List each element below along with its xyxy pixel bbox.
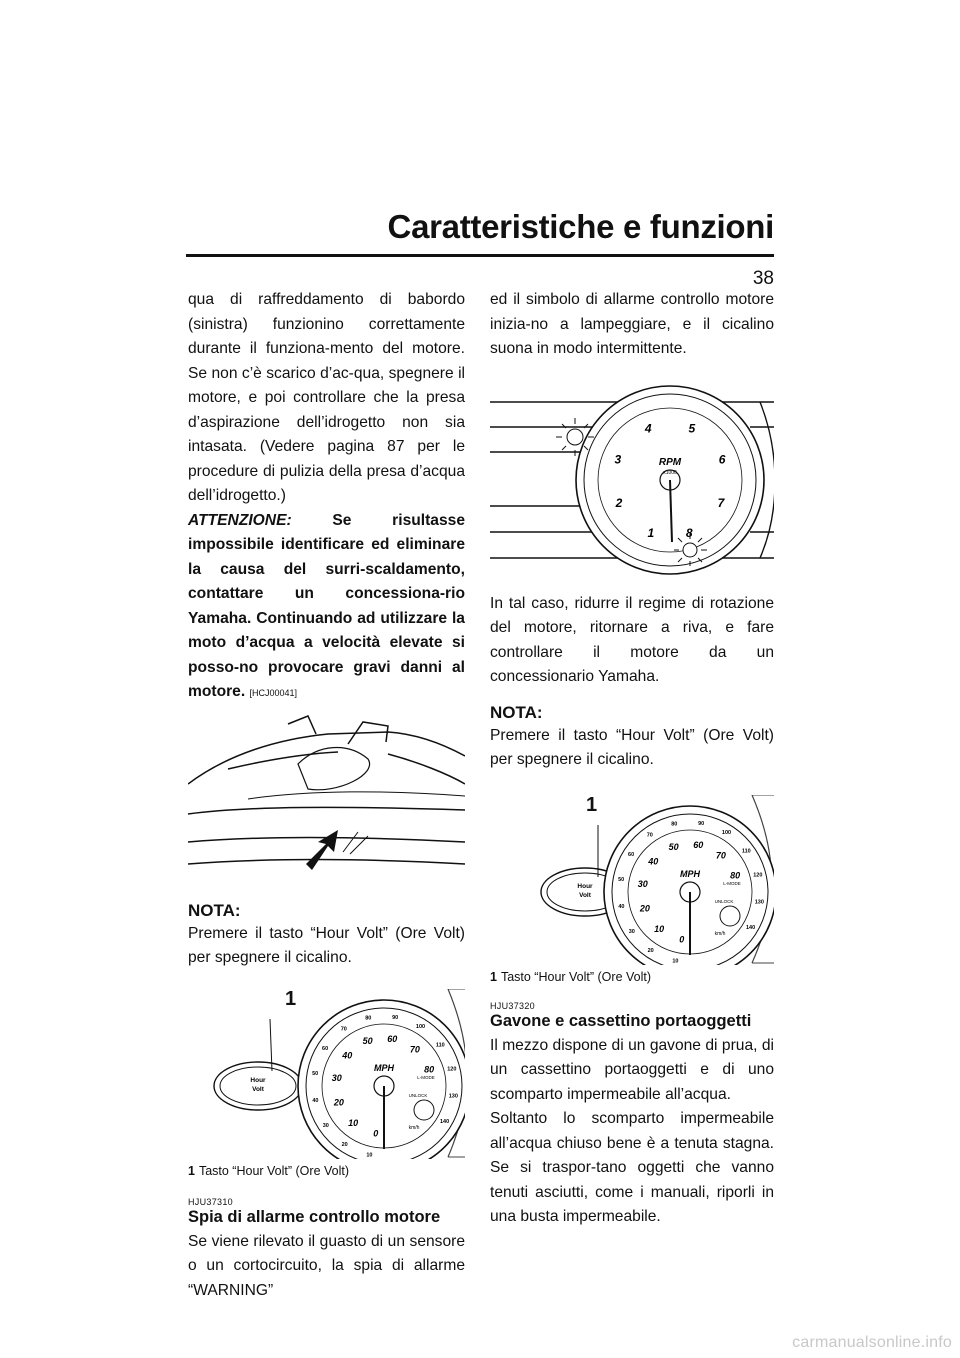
page-number: 38: [752, 268, 774, 289]
mph-tick-40: 40: [342, 1049, 353, 1060]
mph-tick-60: 60: [387, 1033, 398, 1044]
kmh-tick-10: 10: [672, 957, 679, 964]
mph-tick-70: 70: [409, 1043, 420, 1054]
kmh-tick-110: 110: [435, 1041, 445, 1048]
kmh-tick-50: 50: [312, 1070, 319, 1077]
nota-text-right: Premere il tasto “Hour Volt” (Ore Volt) per spegnere il cicalino.: [490, 726, 774, 768]
rpm-tick-5: 5: [688, 421, 696, 436]
kmh-label: km/h: [408, 1124, 420, 1131]
unlock-label: UNLOCK: [408, 1092, 428, 1098]
kmh-tick-20: 20: [341, 1141, 348, 1148]
caption-text-right: Tasto “Hour Volt” (Ore Volt): [500, 969, 652, 984]
right-column: [490, 288, 774, 1230]
unlock-label: UNLOCK: [714, 898, 734, 904]
kmh-tick-130: 130: [754, 899, 764, 905]
mph-tick-70: 70: [715, 849, 726, 860]
speedometer-gauge-right: [490, 795, 774, 965]
kmh-tick-60: 60: [628, 851, 635, 858]
caption-right: [490, 969, 774, 985]
mph-tick-40: 40: [648, 855, 659, 866]
section-text-right-2: Soltanto lo scomparto impermeabile all’acqua chiuso bene è a tenuta stagna. Se si traspor-tano oggetti che vanno tenuti asciutti, come i manuali, riporli in una busta impermeabile.: [490, 1110, 774, 1225]
section-title-right: Gavone e cassettino portaoggetti: [490, 1011, 752, 1030]
nota-heading-right: NOTA:: [490, 702, 543, 722]
mph-tick-20: 20: [639, 903, 650, 914]
mph-tick-20: 20: [333, 1097, 344, 1108]
mph-tick-60: 60: [693, 839, 704, 850]
caution-label: ATTENZIONE:: [188, 511, 292, 529]
speedometer-figure-right: [490, 795, 774, 965]
kmh-tick-90: 90: [698, 820, 705, 827]
mode-label: L-MODE: [417, 1074, 435, 1080]
mph-label: MPH: [680, 868, 700, 879]
kmh-label: km/h: [714, 930, 726, 937]
rpm-tick-3: 3: [614, 452, 622, 467]
callout-1-right: 1: [586, 793, 598, 816]
left-column: [188, 288, 465, 1303]
rpm-label: RPM: [658, 456, 682, 468]
kmh-tick-70: 70: [646, 832, 653, 839]
volt-label: Volt: [579, 891, 591, 899]
section-text-right-1: Il mezzo dispone di un gavone di prua, di un cassettino portaoggetti e di uno scomparto impermeabile all’acqua.: [490, 1036, 774, 1103]
kmh-tick-100: 100: [415, 1023, 426, 1030]
kmh-tick-140: 140: [440, 1118, 450, 1125]
speedometer-gauge-left: [188, 989, 465, 1159]
rpm-tick-6: 6: [718, 452, 726, 467]
kmh-tick-90: 90: [392, 1014, 399, 1021]
kmh-tick-60: 60: [322, 1045, 329, 1052]
mph-tick-30: 30: [637, 878, 648, 889]
rpm-unit-label: x1000: [663, 469, 677, 476]
mph-tick-50: 50: [362, 1035, 373, 1046]
mph-tick-10: 10: [348, 1117, 359, 1128]
mph-tick-50: 50: [668, 841, 679, 852]
caution-paragraph: [188, 509, 465, 706]
section-title-left: Spia di allarme controllo motore: [188, 1207, 441, 1226]
kmh-tick-120: 120: [447, 1066, 457, 1073]
jetski-figure: [188, 714, 465, 894]
mph-tick-10: 10: [654, 923, 665, 934]
watermark: carmanualsonline.info: [792, 1334, 952, 1351]
caption-num-right: 1: [490, 969, 497, 984]
rpm-tick-2: 2: [615, 495, 623, 510]
header-rule: [186, 254, 774, 257]
mph-tick-0: 0: [679, 933, 685, 944]
mph-tick-30: 30: [331, 1072, 342, 1083]
page-title: Caratteristiche e funzioni: [387, 208, 774, 245]
kmh-tick-30: 30: [322, 1122, 329, 1129]
kmh-tick-80: 80: [365, 1015, 372, 1022]
after-figure-paragraph: In tal caso, ridurre il regime di rotazione del motore, ritornare a riva, e fare controllare il motore da un concessionario Yamaha.: [490, 594, 774, 685]
caption-left: [188, 1163, 465, 1179]
caution-code: [HCJ00041]: [249, 688, 298, 698]
kmh-tick-10: 10: [366, 1151, 373, 1158]
speedometer-figure-left: [188, 989, 465, 1159]
hour-label: Hour: [250, 1076, 266, 1084]
kmh-tick-80: 80: [671, 821, 678, 828]
caution-text: Se risultasse impossibile identificare ed eliminare la causa del surri-scaldamento, contattare un concessiona-rio Yamaha. Continuando ad utilizzare la moto d’acqua a velocità elevate si posso-no provocare gravi danni al motore.: [188, 511, 465, 700]
hour-label: Hour: [577, 882, 593, 890]
mph-label: MPH: [374, 1062, 394, 1073]
intro-paragraph: qua di raffreddamento di babordo (sinistra) funzionino correttamente durante il funziona-mento del motore. Se non c’è scarico d’ac-qua, spegnere il motore, e poi controllare che la presa d’aspirazione dell’idrogetto non sia intasata. (Vedere pagina 87 per le procedure di pulizia della presa d’acqua dell’idrogetto.): [188, 291, 465, 504]
mph-tick-80: 80: [424, 1064, 435, 1075]
kmh-tick-30: 30: [628, 928, 635, 935]
kmh-tick-40: 40: [618, 903, 625, 910]
caption-num-left: 1: [188, 1163, 195, 1178]
kmh-tick-20: 20: [647, 947, 654, 954]
mode-label: L-MODE: [723, 880, 741, 886]
section-code-right: HJU37320: [490, 1000, 535, 1011]
caption-text-left: Tasto “Hour Volt” (Ore Volt): [198, 1163, 350, 1178]
rpm-tick-7: 7: [717, 495, 725, 510]
rpm-tick-4: 4: [644, 421, 652, 436]
kmh-tick-140: 140: [746, 924, 756, 931]
kmh-tick-100: 100: [721, 829, 732, 836]
kmh-tick-50: 50: [618, 876, 625, 883]
callout-1-left: 1: [285, 987, 297, 1010]
kmh-tick-120: 120: [753, 872, 763, 879]
nota-text-left: Premere il tasto “Hour Volt” (Ore Volt) per spegnere il cicalino.: [188, 924, 465, 966]
kmh-tick-40: 40: [312, 1097, 319, 1104]
rpm-tick-1: 1: [647, 525, 655, 540]
mph-tick-0: 0: [373, 1127, 379, 1138]
rpm-tick-8: 8: [685, 525, 693, 540]
volt-label: Volt: [252, 1085, 264, 1093]
continuation-paragraph: ed il simbolo di allarme controllo motore inizia-no a lampeggiare, e il cicalino suona in modo intermittente.: [490, 291, 774, 357]
section-text-left: Se viene rilevato il guasto di un sensore o un cortocircuito, la spia di allarme “WARNING”: [188, 1232, 465, 1299]
nota-heading-left: NOTA:: [188, 900, 241, 920]
section-code-left: HJU37310: [188, 1196, 233, 1207]
rpm-gauge-figure: [490, 382, 774, 578]
kmh-tick-110: 110: [741, 847, 751, 854]
mph-tick-80: 80: [730, 870, 741, 881]
kmh-tick-130: 130: [448, 1093, 458, 1099]
kmh-tick-70: 70: [340, 1026, 347, 1033]
